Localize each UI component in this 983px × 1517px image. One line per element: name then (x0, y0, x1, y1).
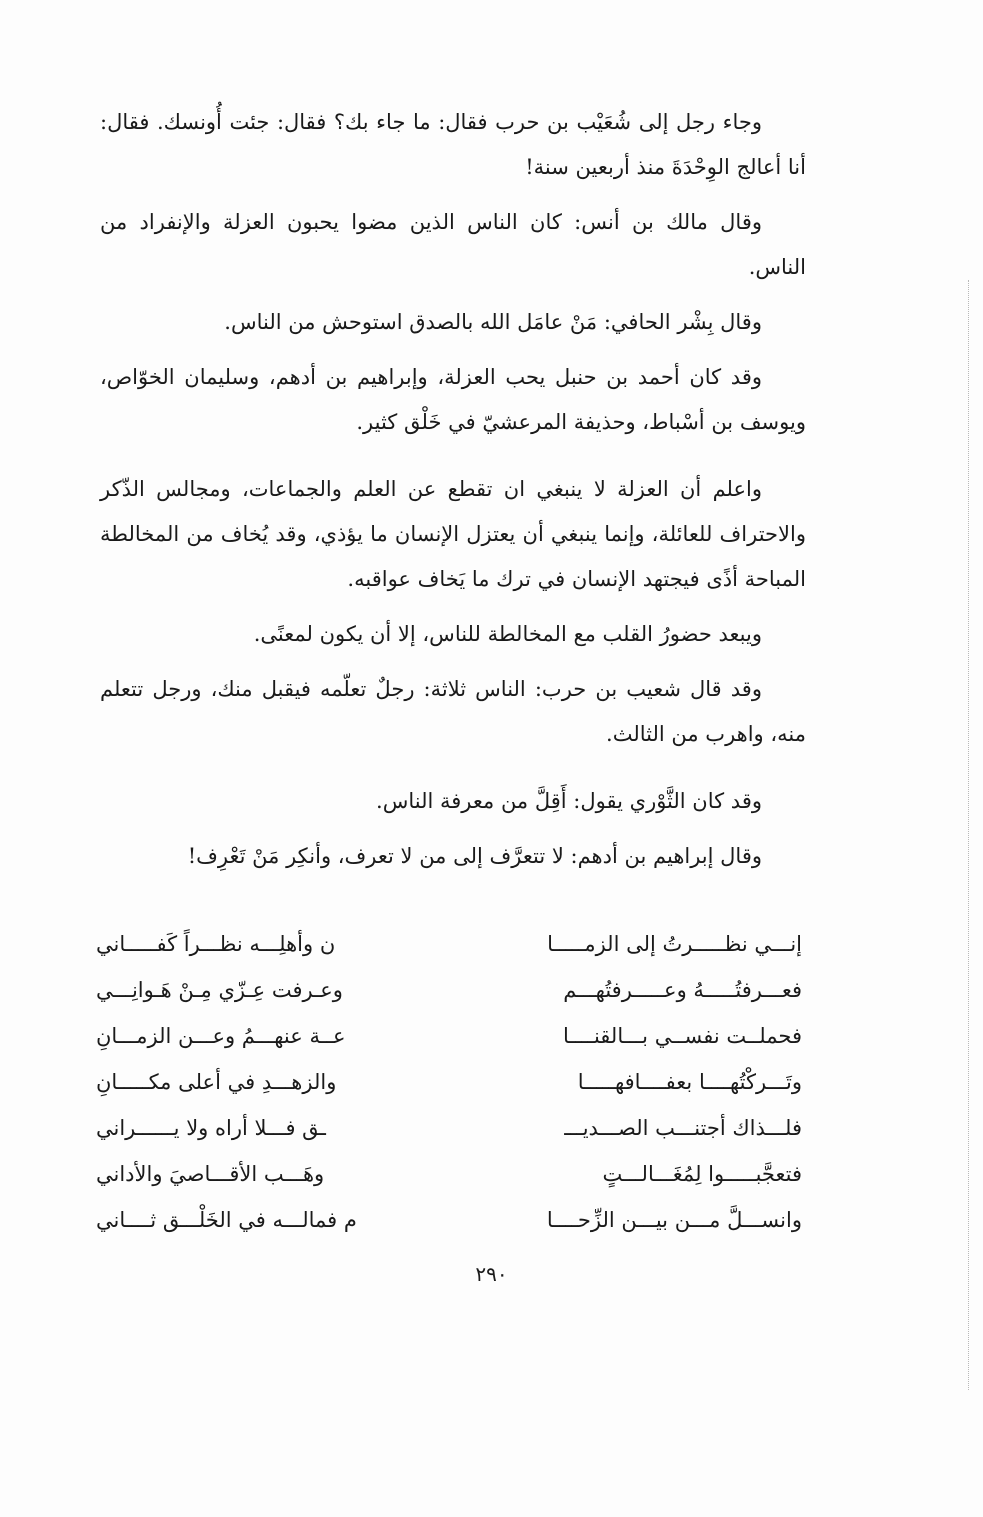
poem-first-hemistich: إنـــي نظـــــرتُ إلى الزمـــــا (547, 932, 802, 956)
paragraph-three-people: وقد قال شعيب بن حرب: الناس ثلاثة: رجلٌ تعلّمه فيقبل منك، ورجل تتعلم منه، واهرب من الثالث. (100, 677, 806, 746)
paragraph-bishr: وقال بِشْر الحافي: مَنْ عامَل الله بالصدق استوحش من الناس. (224, 310, 762, 334)
paragraph-shuayb-visit: وجاء رجل إلى شُعَيْب بن حرب فقال: ما جاء بك؟ فقال: جئت أُونسك. فقال: أنا أعالج الوِحْدَةَ منذ أربعين سنة! (100, 110, 806, 179)
scan-edge-line (967, 280, 969, 1390)
poem-verse (96, 1059, 806, 1105)
poem-second-hemistich: وهَـــب الأقـــاصيَ والأداني (96, 1162, 325, 1186)
poem-verse (96, 967, 806, 1013)
poem-verse (96, 921, 806, 967)
paragraph-ibrahim: وقال إبراهيم بن أدهم: لا تتعرَّف إلى من لا تعرف، وأنكِر مَنْ تَعْرِف! (187, 844, 762, 868)
poem-second-hemistich: ن وأهلِـــه نظـــراً كَفـــــاني (96, 932, 336, 956)
poem-second-hemistich: م فمالـــه في الخَلْـــق ثــــاني (96, 1208, 357, 1232)
poem-first-hemistich: وانســـلَّ مـــن بيـــن الزِّحــــا (546, 1208, 802, 1232)
poem-second-hemistich: عــة عنهـــمُ وعـــن الزمـــانِ (96, 1024, 346, 1048)
poem-second-hemistich: وعـرفت عِـزّي مِـنْ هَـوانِـــي (96, 978, 343, 1002)
poem-second-hemistich: ـق فـــلا أراه ولا يــــــراني (96, 1116, 326, 1140)
poem (96, 921, 806, 1243)
poem-first-hemistich: فتعجَّبـــــوا لِمُغَـــالـــتٍ (602, 1162, 802, 1186)
poem-first-hemistich: وتَـــركْتُهــــا بعفــــافهـــــا (577, 1070, 802, 1094)
poem-second-hemistich: والزهـــدِ في أعلى مكـــــانِ (96, 1070, 337, 1094)
page-number: ٢٩٠ (475, 1262, 508, 1286)
prose-body (100, 100, 806, 889)
poem-verse (96, 1197, 806, 1243)
paragraph-malik: وقال مالك بن أنس: كان الناس الذين مضوا يحبون العزلة والإنفراد من الناس. (100, 210, 806, 279)
poem-verse (96, 1151, 806, 1197)
poem-first-hemistich: فلـــذاك أجتنـــب الصـــديـــ (564, 1116, 802, 1140)
poem-first-hemistich: فعـــرفتُـــــهُ وعـــــرفتُهـــم (563, 978, 802, 1002)
paragraph-ahmad: وقد كان أحمد بن حنبل يحب العزلة، وإبراهيم بن أدهم، وسليمان الخوّاص، ويوسف بن أسْباط، وحذيفة المرعشيّ في خَلْق كثير. (100, 365, 806, 434)
poem-verse (96, 1105, 806, 1151)
paragraph-knowledge: واعلم أن العزلة لا ينبغي ان تقطع عن العلم والجماعات، ومجالس الذّكر والاحتراف للعائلة، وإنما ينبغي أن يعتزل الإنسان ما يؤذي، وقد يُخاف من المخالطة المباحة أذًى فيجتهد الإنسان في ترك ما يَخاف عواقبه. (100, 477, 806, 591)
paragraph-thawri: وقد كان الثَّوْري يقول: أَقِلَّ من معرفة الناس. (376, 789, 762, 813)
paragraph-heart: ويبعد حضورُ القلب مع المخالطة للناس، إلا أن يكون لمعنًى. (253, 622, 762, 646)
poem-verse (96, 1013, 806, 1059)
poem-first-hemistich: فحملــت نفســي بـــالقنــــا (562, 1024, 802, 1048)
